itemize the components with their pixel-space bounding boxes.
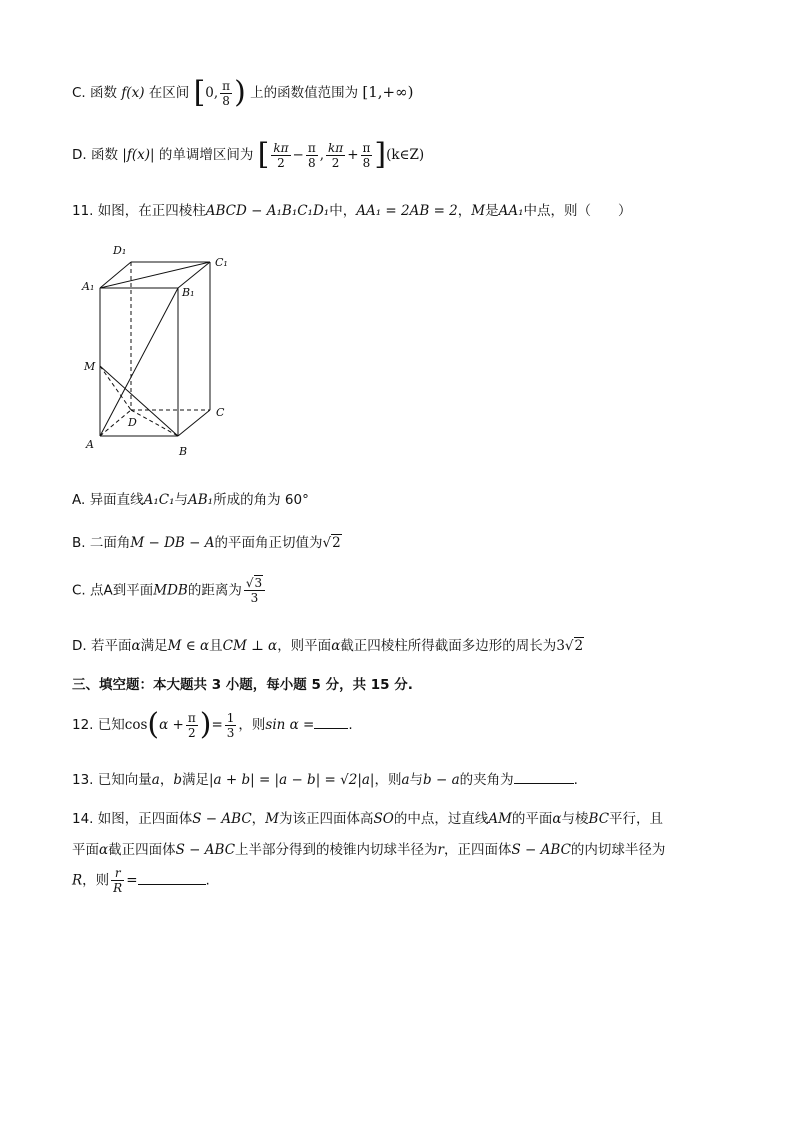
section-3-title: 三、填空题：本大题共 3 小题，每小题 5 分，共 15 分. bbox=[72, 677, 413, 693]
hidden-ad bbox=[100, 410, 131, 436]
label-d: D bbox=[128, 416, 137, 429]
option-d-line: D. 函数 |f(x)| 的单调增区间为 [ $\frac{k\pi}{2}$ − $\frac{\pi}{8}$ , $\frac{k\pi}{2}$ + $\frac{\pi}{8}$ ](k∈Z) bbox=[72, 137, 425, 172]
function-expr: f(x) bbox=[121, 85, 145, 101]
q11-option-c: C. 点A到平面MDB的距离为 $\frac{√3}{3}$ bbox=[72, 576, 267, 605]
edge-bc bbox=[178, 410, 210, 436]
question-14-line-3: R，则 $\frac{r}{R}$ = . bbox=[72, 866, 210, 895]
pi-over-8: $\frac{\pi}{8}$ bbox=[222, 78, 231, 108]
question-12: 12. 已知cos(α + $\frac{\pi}{2}$ )= $\frac{1}{3}$ ，则sin α = . bbox=[72, 707, 353, 742]
line-mb bbox=[100, 366, 178, 436]
diag-ab1 bbox=[100, 288, 178, 436]
question-14-line-2: 平面α截正四面体S − ABC上半部分得到的棱锥内切球半径为r，正四面体S − ABC的内切球半径为 bbox=[72, 842, 666, 858]
prism-figure bbox=[78, 240, 248, 465]
question-11-stem: 11. 如图，在正四棱柱ABCD − A₁B₁C₁D₁中，AA₁ = 2AB = 2，M是AA₁中点，则（ ） bbox=[72, 203, 632, 219]
answer-blank-13[interactable] bbox=[514, 771, 574, 784]
label-c: C bbox=[216, 406, 225, 419]
option-label: C. bbox=[72, 85, 86, 101]
label-b1: B₁ bbox=[182, 286, 195, 299]
answer-blank-14[interactable] bbox=[138, 872, 206, 885]
range-expr: [1,+∞) bbox=[362, 83, 414, 101]
option-c-line: C. 函数 f(x) 在区间 [0, $\frac{\pi}{8}$ ) 上的函数值范围为 [1,+∞) bbox=[72, 75, 414, 110]
hidden-db bbox=[131, 410, 178, 436]
label-a1: A₁ bbox=[82, 280, 95, 293]
q11-option-b: B. 二面角M − DB − A的平面角正切值为√2 bbox=[72, 535, 341, 551]
answer-blank-12[interactable] bbox=[314, 716, 348, 729]
hidden-md bbox=[100, 366, 131, 410]
label-c1: C₁ bbox=[215, 256, 228, 269]
q11-option-a: A. 异面直线A₁C₁与AB₁所成的角为 60° bbox=[72, 492, 309, 508]
question-14-line-1: 14. 如图，正四面体S − ABC，M为该正四面体高SO的中点，过直线AM的平面α与棱BC平行，且 bbox=[72, 811, 664, 827]
sqrt3-over-3: $\frac{√3}{3}$ bbox=[244, 576, 265, 605]
abs-function-expr: |f(x)| bbox=[122, 147, 155, 163]
question-13: 13. 已知向量a，b满足|a + b| = |a − b| = √2|a|，则a与b − a的夹角为 . bbox=[72, 772, 578, 788]
label-b: B bbox=[179, 445, 188, 458]
k-condition: (k∈Z) bbox=[386, 147, 425, 163]
label-d1: D₁ bbox=[113, 244, 127, 257]
sqrt-2: √2 bbox=[322, 535, 341, 551]
q11-option-d: D. 若平面α满足M ∈ α且CM ⊥ α，则平面α截正四棱柱所得截面多边形的周长为3√2 bbox=[72, 638, 584, 654]
option-label: D. bbox=[72, 147, 87, 163]
label-a: A bbox=[86, 438, 94, 451]
label-m: M bbox=[84, 360, 96, 373]
